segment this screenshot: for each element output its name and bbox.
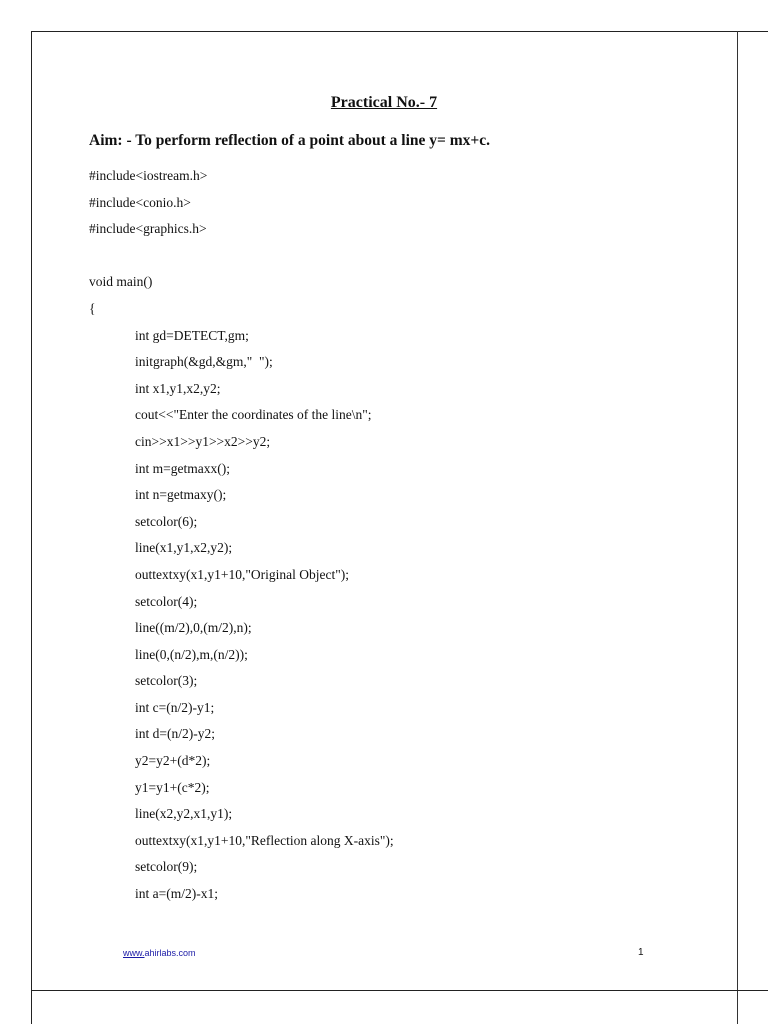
- code-line: #include<iostream.h>: [89, 168, 208, 183]
- code-line: setcolor(3);: [135, 673, 198, 689]
- code-line: int x1,y1,x2,y2;: [135, 380, 221, 396]
- code-line: outtextxy(x1,y1+10,"Reflection along X-axis");: [135, 832, 394, 848]
- code-line: int gd=DETECT,gm;: [135, 327, 249, 343]
- footer-website-link[interactable]: [123, 948, 196, 958]
- code-line: [89, 245, 709, 272]
- code-line: y1=y1+(c*2);: [135, 779, 210, 795]
- code-line: setcolor(4);: [135, 593, 198, 609]
- code-line: {: [89, 300, 96, 316]
- code-line: int n=getmaxy();: [135, 487, 227, 503]
- code-line: setcolor(9);: [135, 859, 198, 875]
- page-bottom-rule: [31, 990, 768, 991]
- page-title-text: Practical No.- 7: [330, 94, 438, 111]
- code-line: line((m/2),0,(m/2),n);: [135, 620, 252, 636]
- code-line: initgraph(&gd,&gm," ");: [135, 354, 273, 370]
- code-line: int m=getmaxx();: [135, 460, 230, 476]
- code-line: setcolor(6);: [135, 513, 198, 529]
- code-line: cout<<"Enter the coordinates of the line\n";: [135, 407, 372, 423]
- code-line: int a=(m/2)-x1;: [135, 886, 218, 902]
- code-line: y2=y2+(d*2);: [135, 753, 211, 769]
- code-block: [89, 165, 709, 910]
- page-title: [0, 94, 768, 112]
- page-right-rule: [737, 31, 738, 1024]
- code-line: cin>>x1>>y1>>x2>>y2;: [135, 433, 271, 449]
- footer-link-www: www.: [123, 948, 145, 958]
- code-line: int c=(n/2)-y1;: [135, 699, 215, 715]
- footer-link-domain: ahirlabs.com: [144, 948, 196, 958]
- aim-heading: Aim: - To perform reflection of a point about a line y= mx+c.: [89, 132, 490, 149]
- page-number: 1: [638, 947, 644, 958]
- code-line: void main(): [89, 274, 153, 290]
- code-line: outtextxy(x1,y1+10,"Original Object");: [135, 566, 349, 582]
- code-line: int d=(n/2)-y2;: [135, 726, 215, 742]
- code-line: #include<graphics.h>: [89, 221, 207, 237]
- code-line: #include<conio.h>: [89, 194, 191, 210]
- page-top-rule: [31, 31, 768, 32]
- code-line: line(x2,y2,x1,y1);: [135, 806, 233, 822]
- page-left-rule: [31, 31, 32, 1024]
- code-line: line(x1,y1,x2,y2);: [135, 540, 233, 556]
- code-line: line(0,(n/2),m,(n/2));: [135, 646, 248, 662]
